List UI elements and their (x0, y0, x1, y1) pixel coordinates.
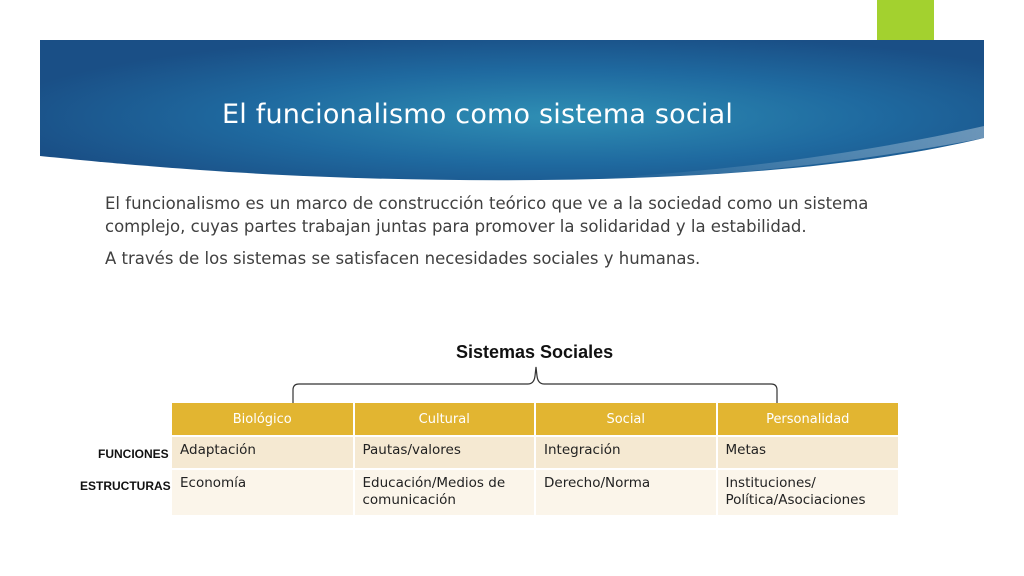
systems-table (172, 403, 898, 517)
column-header-personalidad: Personalidad (717, 403, 899, 436)
table-cell: Instituciones/ Política/Asociaciones (717, 469, 899, 516)
table-cell: Derecho/Norma (535, 469, 717, 516)
table-cell: Educación/Medios de comunicación (354, 469, 536, 516)
table-cell: Adaptación (172, 436, 354, 469)
row-label-estructuras: ESTRUCTURAS (80, 479, 171, 493)
table-row-funciones (172, 436, 898, 469)
column-header-cultural: Cultural (354, 403, 536, 436)
table-cell: Metas (717, 436, 899, 469)
row-label-funciones: FUNCIONES (98, 447, 169, 461)
table-row-estructuras (172, 469, 898, 516)
body-paragraph: A través de los sistemas se satisfacen necesidades sociales y humanas. (105, 249, 701, 268)
table-cell: Pautas/valores (354, 436, 536, 469)
table-header-row (172, 403, 898, 436)
slide-title: El funcionalismo como sistema social (222, 99, 734, 130)
body-text (105, 192, 915, 279)
column-header-social: Social (535, 403, 717, 436)
table-cell: Integración (535, 436, 717, 469)
diagram-title: Sistemas Sociales (456, 342, 614, 362)
body-paragraph: El funcionalismo es un marco de construcción teórico que ve a la sociedad como un sistema complejo, cuyas partes trabajan juntas para promover la solidaridad y la estabilidad. (105, 194, 869, 236)
table-cell: Economía (172, 469, 354, 516)
grouping-brace (290, 364, 782, 408)
column-header-biologico: Biológico (172, 403, 354, 436)
